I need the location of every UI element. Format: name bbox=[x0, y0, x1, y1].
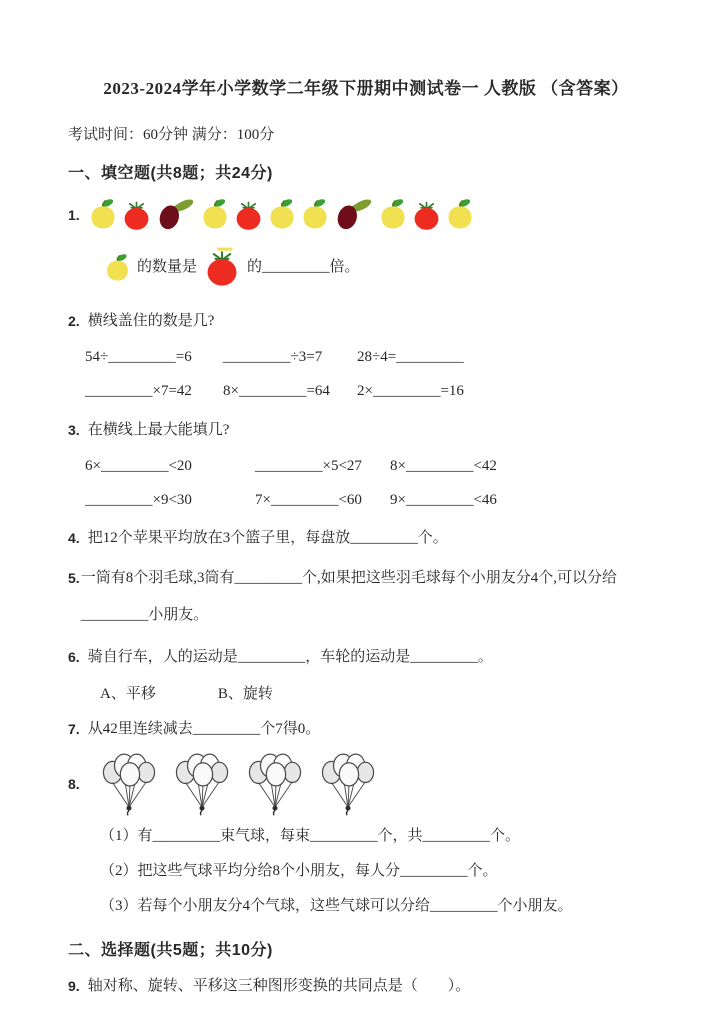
question-6-number: 6. bbox=[68, 649, 80, 665]
question-3-number: 3. bbox=[68, 422, 80, 438]
question-4 bbox=[68, 528, 664, 549]
question-1 bbox=[68, 205, 664, 231]
balloon-bunch-icon bbox=[321, 752, 375, 816]
question-7-number: 7. bbox=[68, 721, 80, 737]
question-9-text: 轴对称、旋转、平移这三种图形变换的共同点是（ ）。 bbox=[87, 978, 471, 994]
q1-text-part1: 的数量是 bbox=[137, 258, 198, 275]
question-2-prompt: 横线盖住的数是几? bbox=[87, 313, 215, 329]
apple-icon bbox=[300, 197, 330, 231]
apple-icon bbox=[267, 197, 297, 231]
plum-icon bbox=[333, 197, 375, 231]
q3-expression: 6×_________<20 bbox=[85, 458, 192, 474]
question-4-text: 把12个苹果平均放在3个篮子里，每盘放_________个。 bbox=[87, 530, 448, 546]
balloon-bunch-icon bbox=[248, 752, 302, 816]
apple-icon bbox=[445, 197, 475, 231]
question-5-number: 5. bbox=[68, 570, 80, 586]
question-8 bbox=[68, 752, 664, 816]
section2-heading: 二、选择题(共5题；共10分) bbox=[68, 942, 273, 959]
q3-equation-row-1 bbox=[68, 458, 664, 475]
q1-text-part2: 的_________倍。 bbox=[247, 258, 360, 275]
q2-expression: 28÷4=_________ bbox=[357, 349, 464, 365]
question-5 bbox=[68, 560, 664, 634]
q2-expression: _________×7=42 bbox=[85, 383, 192, 399]
tomato-icon bbox=[203, 247, 241, 287]
apple-icon bbox=[104, 252, 131, 283]
q2-expression: 2×_________=16 bbox=[357, 383, 464, 399]
apple-icon bbox=[200, 197, 230, 231]
tomato-icon bbox=[121, 198, 152, 231]
balloon-row bbox=[102, 752, 375, 816]
q2-expression: 8×_________=64 bbox=[223, 383, 330, 399]
question-3-prompt: 在横线上最大能填几? bbox=[87, 422, 230, 438]
q2-expression: 54÷_________=6 bbox=[85, 349, 192, 365]
question-8-number: 8. bbox=[68, 775, 80, 792]
q3-expression: 8×_________<42 bbox=[390, 458, 497, 474]
balloon-bunch-icon bbox=[175, 752, 229, 816]
page-title: 2023-2024学年小学数学二年级下册期中测试卷一 人教版 （含答案） bbox=[103, 79, 629, 98]
q3-expression: 7×_________<60 bbox=[255, 492, 362, 508]
tomato-icon bbox=[411, 198, 442, 231]
q3-expression: 9×_________<46 bbox=[390, 492, 497, 508]
question-9 bbox=[68, 976, 664, 997]
exam-info: 考试时间：60分钟 满分：100分 bbox=[68, 127, 275, 143]
q2-equation-row-1 bbox=[68, 349, 664, 366]
question-7 bbox=[68, 719, 664, 740]
question-8-sub-2: （2）把这些气球平均分给8个小朋友，每人分_________个。 bbox=[100, 863, 498, 879]
question-6-text: 骑自行车，人的运动是_________，车轮的运动是_________。 bbox=[87, 649, 493, 665]
fruit-row bbox=[88, 197, 475, 231]
q1-apple-slot bbox=[104, 252, 131, 283]
apple-icon bbox=[88, 197, 118, 231]
q3-equation-row-2 bbox=[68, 492, 664, 509]
question-4-number: 4. bbox=[68, 530, 80, 546]
question-8-sub-1: （1）有_________束气球，每束_________个，共_________个。 bbox=[100, 828, 521, 844]
q3-expression: _________×5<27 bbox=[255, 458, 362, 474]
q1-tomato-slot bbox=[203, 247, 241, 287]
question-2 bbox=[68, 311, 664, 332]
question-6 bbox=[68, 647, 664, 668]
q3-expression: _________×9<30 bbox=[85, 492, 192, 508]
question-7-text: 从42里连续减去_________个7得0。 bbox=[87, 721, 321, 737]
question-6-options bbox=[100, 682, 664, 703]
question-8-sub-3: （3）若每个小朋友分4个气球，这些气球可以分给_________个小朋友。 bbox=[100, 898, 573, 914]
question-2-number: 2. bbox=[68, 313, 80, 329]
q2-expression: _________÷3=7 bbox=[223, 349, 323, 365]
option-b: B、旋转 bbox=[217, 686, 273, 702]
question-5-text: 一筒有8个羽毛球,3筒有_________个,如果把这些羽毛球每个小朋友分4个,可以分给_________小朋友。 bbox=[80, 570, 617, 623]
option-a: A、平移 bbox=[100, 686, 156, 702]
apple-icon bbox=[378, 197, 408, 231]
balloon-bunch-icon bbox=[102, 752, 156, 816]
question-3 bbox=[68, 420, 664, 441]
question-9-number: 9. bbox=[68, 978, 80, 994]
question-1-statement bbox=[98, 247, 664, 287]
tomato-icon bbox=[233, 198, 264, 231]
plum-icon bbox=[155, 197, 197, 231]
question-1-number: 1. bbox=[68, 207, 80, 223]
section1-heading: 一、填空题(共8题；共24分) bbox=[68, 165, 273, 182]
q2-equation-row-2 bbox=[68, 383, 664, 400]
